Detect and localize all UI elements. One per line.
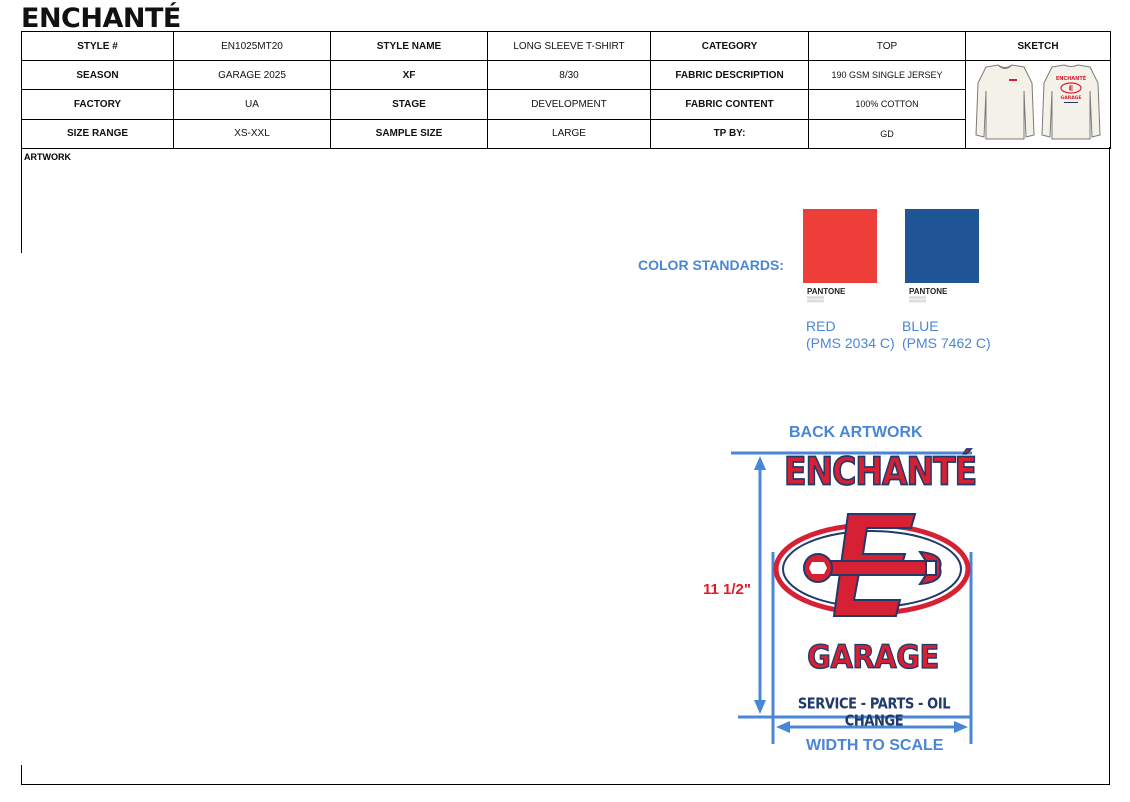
artwork-frame-left (21, 147, 22, 253)
category-label: CATEGORY (651, 32, 809, 61)
factory-value: UA (174, 90, 331, 119)
sketch-image (968, 61, 1108, 145)
red-pantone-code: ▒▒▒▒ (807, 297, 825, 303)
table-row (22, 32, 1111, 61)
style-no-label: STYLE # (22, 32, 174, 61)
sketch-label: SKETCH (966, 32, 1111, 61)
tp-by-label: TP BY: (651, 119, 809, 148)
fabric-desc-value: 190 GSM SINGLE JERSEY (809, 61, 966, 90)
blue-pantone-label: PANTONE (909, 287, 948, 296)
tp-by-value: GD (809, 119, 966, 148)
season-value: GARAGE 2025 (174, 61, 331, 90)
back-artwork-label: BACK ARTWORK (789, 424, 923, 441)
blue-swatch (905, 209, 979, 283)
size-range-label: SIZE RANGE (22, 119, 174, 148)
red-pantone-label: PANTONE (807, 287, 846, 296)
height-dimension: 11 1/2" (703, 581, 751, 598)
sketch-brand-text: ENCHANTÉ (1055, 76, 1087, 82)
fabric-content-label: FABRIC CONTENT (651, 90, 809, 119)
xf-label: XF (331, 61, 488, 90)
shirt-front-icon (976, 65, 1034, 139)
category-value: TOP (809, 32, 966, 61)
sample-size-value: LARGE (488, 119, 651, 148)
color-standards-label: COLOR STANDARDS: (638, 257, 784, 273)
red-swatch-name: RED (PMS 2034 C) (806, 318, 895, 351)
red-swatch (803, 209, 877, 283)
width-to-scale-label: WIDTH TO SCALE (806, 737, 944, 754)
stage-value: DEVELOPMENT (488, 90, 651, 119)
stage-label: STAGE (331, 90, 488, 119)
sample-size-label: SAMPLE SIZE (331, 119, 488, 148)
factory-label: FACTORY (22, 90, 174, 119)
table-row (22, 61, 1111, 90)
style-name-label: STYLE NAME (331, 32, 488, 61)
artwork-frame-bottom (21, 784, 1110, 785)
fabric-content-value: 100% COTTON (809, 90, 966, 119)
blue-swatch-name: BLUE (PMS 7462 C) (902, 318, 991, 351)
artwork-frame-right (1109, 147, 1110, 785)
spec-table (21, 31, 1111, 149)
blue-pantone-code: ▒▒▒▒ (909, 297, 927, 303)
brand-logo: ENCHANTÉ (21, 3, 181, 34)
xf-value: 8/30 (488, 61, 651, 90)
artwork-label: ARTWORK (24, 152, 71, 162)
table-row (22, 90, 1111, 119)
back-logo-brand: ENCHANTÉ (784, 449, 977, 494)
table-row (22, 119, 1111, 148)
back-logo-service: SERVICE - PARTS - OIL CHANGE (797, 695, 951, 731)
svg-text:E: E (1068, 84, 1074, 93)
size-range-value: XS-XXL (174, 119, 331, 148)
sketch-cell (966, 61, 1111, 149)
artwork-frame-left-bottom (21, 765, 22, 785)
season-label: SEASON (22, 61, 174, 90)
back-logo-garage: GARAGE (807, 638, 939, 676)
style-no-value: EN1025MT20 (174, 32, 331, 61)
sketch-garage-text: GARAGE (1060, 96, 1082, 101)
fabric-desc-label: FABRIC DESCRIPTION (651, 61, 809, 90)
style-name-value: LONG SLEEVE T-SHIRT (488, 32, 651, 61)
